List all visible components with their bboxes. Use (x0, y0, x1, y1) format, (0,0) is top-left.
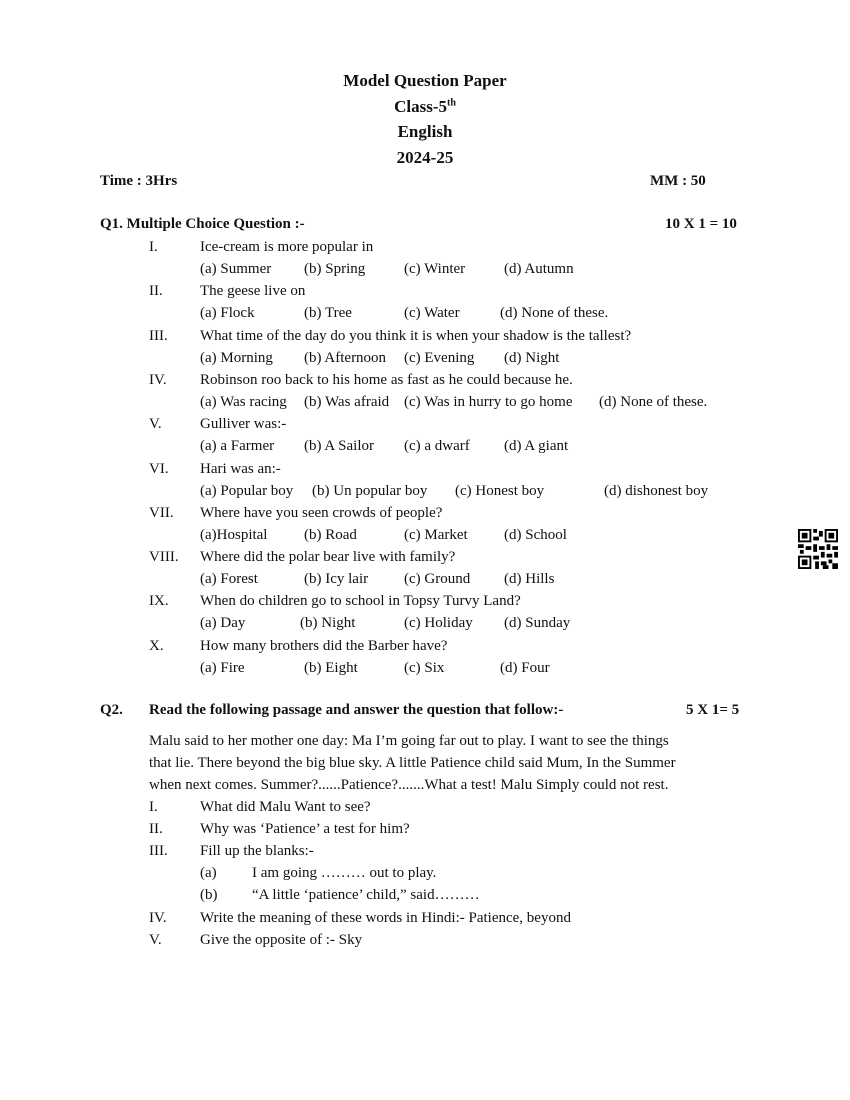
q1-option: (b) Was afraid (304, 394, 390, 410)
q2-item-num: I. (149, 799, 158, 815)
q1-item-text: Where did the polar bear live with family? (200, 549, 456, 565)
q1-option: (c) Six (404, 660, 445, 676)
q1-item-text: Ice-cream is more popular in (200, 239, 374, 255)
q1-option: (d) Autumn (504, 261, 574, 277)
q1-option: (b) A Sailor (304, 438, 374, 454)
q2-item-num: V. (149, 932, 162, 948)
q1-item-text: How many brothers did the Barber have? (200, 638, 448, 654)
q1-option: (c) Ground (404, 571, 471, 587)
q1-item-num: V. (149, 416, 162, 432)
q1-item-text: When do children go to school in Topsy Turvy Land? (200, 593, 521, 609)
q1-option: (c) Holiday (404, 615, 473, 631)
q2-marks: 5 X 1= 5 (686, 702, 740, 718)
blank-text: I am going ……… out to play. (252, 865, 437, 881)
q1-option: (b) Icy lair (304, 571, 369, 587)
q1-option: (b) Road (304, 527, 357, 543)
time-label: Time : 3Hrs (100, 173, 178, 189)
q2-number: Q2. (100, 702, 123, 718)
q1-option: (d) School (504, 527, 567, 543)
q1-option: (b) Un popular boy (312, 483, 428, 499)
blank-text: “A little ‘patience’ child,” said……… (252, 887, 480, 903)
q1-item-text: Hari was an:- (200, 461, 281, 477)
q1-option: (c) Was in hurry to go home (404, 394, 573, 410)
q1-option: (a) Day (200, 615, 246, 631)
q2-item-num: III. (149, 843, 168, 859)
q1-option: (a) Flock (200, 305, 255, 321)
q1-option: (a) Summer (200, 261, 272, 277)
q1-option: (d) None of these. (599, 394, 708, 410)
q1-option: (a) Fire (200, 660, 245, 676)
subject-label: English (397, 122, 453, 141)
q2-item-num: IV. (149, 910, 167, 926)
q1-option: (d) A giant (504, 438, 569, 454)
q1-option: (a) Was racing (200, 394, 287, 410)
passage-line: when next comes. Summer?......Patience?.......What a test! Malu Simply could not rest. (149, 777, 669, 793)
paper-title: Model Question Paper (343, 71, 507, 90)
q1-option: (a) Popular boy (200, 483, 294, 499)
q2-item-text: Give the opposite of :- Sky (200, 932, 363, 948)
q1-option: (c) Winter (404, 261, 466, 277)
q1-option: (d) None of these. (500, 305, 609, 321)
q1-item-text: Robinson roo back to his home as fast as he could because he. (200, 372, 573, 388)
q1-option: (d) Night (504, 350, 560, 366)
q1-option: (b) Spring (304, 261, 366, 277)
q2-item-text: Fill up the blanks:- (200, 843, 314, 859)
q1-item-num: III. (149, 328, 168, 344)
q1-option: (d) dishonest boy (604, 483, 709, 499)
passage-line: Malu said to her mother one day: Ma I’m going far out to play. I want to see the things (149, 733, 669, 749)
q1-marks: 10 X 1 = 10 (665, 216, 737, 232)
q1-option: (b) Tree (304, 305, 352, 321)
q1-item-text: Where have you seen crowds of people? (200, 505, 443, 521)
q2-item-text: What did Malu Want to see? (200, 799, 371, 815)
q1-option: (d) Hills (504, 571, 555, 587)
q1-option: (c) Honest boy (455, 483, 545, 499)
q1-option: (b) Afternoon (304, 350, 387, 366)
q1-item-num: X. (149, 638, 164, 654)
q1-item-num: IX. (149, 593, 169, 609)
q1-option: (c) Water (404, 305, 460, 321)
q1-item-num: II. (149, 283, 163, 299)
year-label: 2024-25 (396, 148, 454, 167)
q1-item-num: VI. (149, 461, 169, 477)
qr-code-icon (798, 528, 838, 570)
q2-heading: Read the following passage and answer the question that follow:- (149, 702, 564, 718)
q1-option: (b) Night (300, 615, 356, 631)
q2-item-text: Write the meaning of these words in Hindi:- Patience, beyond (200, 910, 571, 926)
q1-option: (a) a Farmer (200, 438, 275, 454)
max-marks-label: MM : 50 (650, 173, 706, 189)
q1-heading: Q1. Multiple Choice Question :- (100, 216, 305, 232)
class-label: Class-5th (394, 97, 456, 116)
q1-option: (a) Forest (200, 571, 258, 587)
blank-num: (a) (200, 865, 217, 881)
q1-item-num: VII. (149, 505, 174, 521)
blank-num: (b) (200, 887, 218, 903)
q2-item-text: Why was ‘Patience’ a test for him? (200, 821, 410, 837)
q1-option: (d) Four (500, 660, 550, 676)
q1-option: (d) Sunday (504, 615, 571, 631)
q1-option: (c) a dwarf (404, 438, 470, 454)
q1-item-num: I. (149, 239, 158, 255)
q1-option: (c) Evening (404, 350, 475, 366)
q1-option: (c) Market (404, 527, 468, 543)
q2-item-num: II. (149, 821, 163, 837)
q1-item-num: VIII. (149, 549, 179, 565)
passage-line: that lie. There beyond the big blue sky. A little Patience child said Mum, In the Summer (149, 755, 676, 771)
q1-item-num: IV. (149, 372, 167, 388)
q1-item-text: What time of the day do you think it is when your shadow is the tallest? (200, 328, 632, 344)
q1-option: (b) Eight (304, 660, 358, 676)
q1-item-text: Gulliver was:- (200, 416, 287, 432)
q1-option: (a)Hospital (200, 527, 268, 543)
q1-option: (a) Morning (200, 350, 273, 366)
q1-item-text: The geese live on (200, 283, 306, 299)
